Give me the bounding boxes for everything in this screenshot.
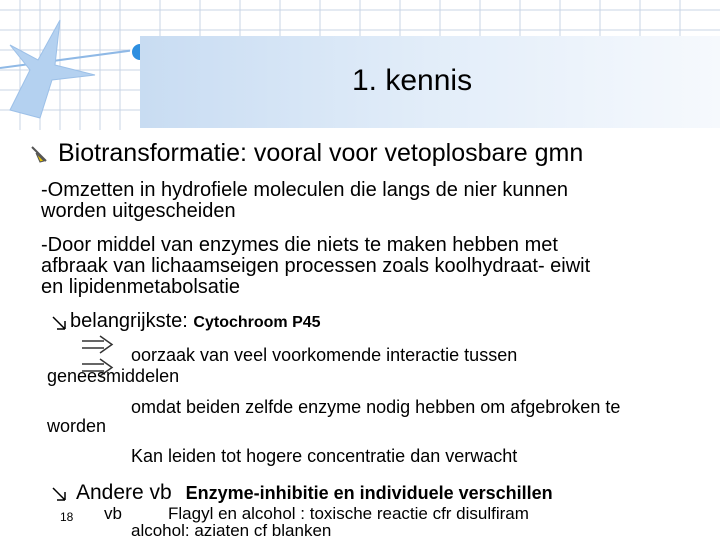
arrow-item-2-line-2: worden (47, 416, 107, 436)
sub-bullet-1-bold: Cytochroom P45 (193, 314, 321, 331)
slide-number: 18 (60, 510, 74, 524)
arrow-item-3-line-1: Kan leiden tot hogere concentratie dan verwacht (131, 446, 518, 466)
cross-figure-icon (0, 0, 140, 130)
sub-bullet-2-bold: Enzyme-inhibitie en individuele verschillen (185, 483, 553, 503)
slide-title: 1. kennis (352, 64, 473, 97)
example-line-1: Flagyl en alcohol : toxische reactie cfr disulfiram (168, 504, 529, 523)
paragraph-1-line-1: -Omzetten in hydrofiele moleculen die langs de nier kunnen (41, 179, 568, 201)
sub-bullet-1 (70, 310, 321, 333)
paragraph-1-line-2: worden uitgescheiden (41, 200, 236, 222)
pencil-bullet-icon (30, 145, 48, 163)
example-line-2: alcohol: aziaten cf blanken (131, 521, 332, 540)
hollow-arrow-icon (50, 314, 68, 332)
sub-bullet-2-label: Andere vb (76, 481, 172, 504)
double-line-arrow-icon (80, 334, 114, 356)
paragraph-2-line-2: afbraak van lichaamseigen processen zoals koolhydraat- eiwit (41, 255, 591, 277)
paragraph-2-line-3: en lipidenmetabolsatie (41, 276, 241, 298)
main-heading: Biotransformatie: vooral voor vetoplosbare gmn (58, 139, 584, 167)
arrow-item-2-line-1: omdat beiden zelfde enzyme nodig hebben om afgebroken te (131, 397, 621, 417)
sub-bullet-2 (76, 481, 553, 505)
hollow-arrow-icon (50, 485, 68, 503)
arrow-item-1-line-1: oorzaak van veel voorkomende interactie tussen (131, 345, 518, 365)
arrow-item-1-line-2: geneesmiddelen (47, 366, 180, 386)
paragraph-2-line-1: -Door middel van enzymes die niets te maken hebben met (41, 234, 558, 256)
example-prefix: vb (104, 504, 122, 523)
sub-bullet-1-label: belangrijkste: (70, 310, 188, 332)
